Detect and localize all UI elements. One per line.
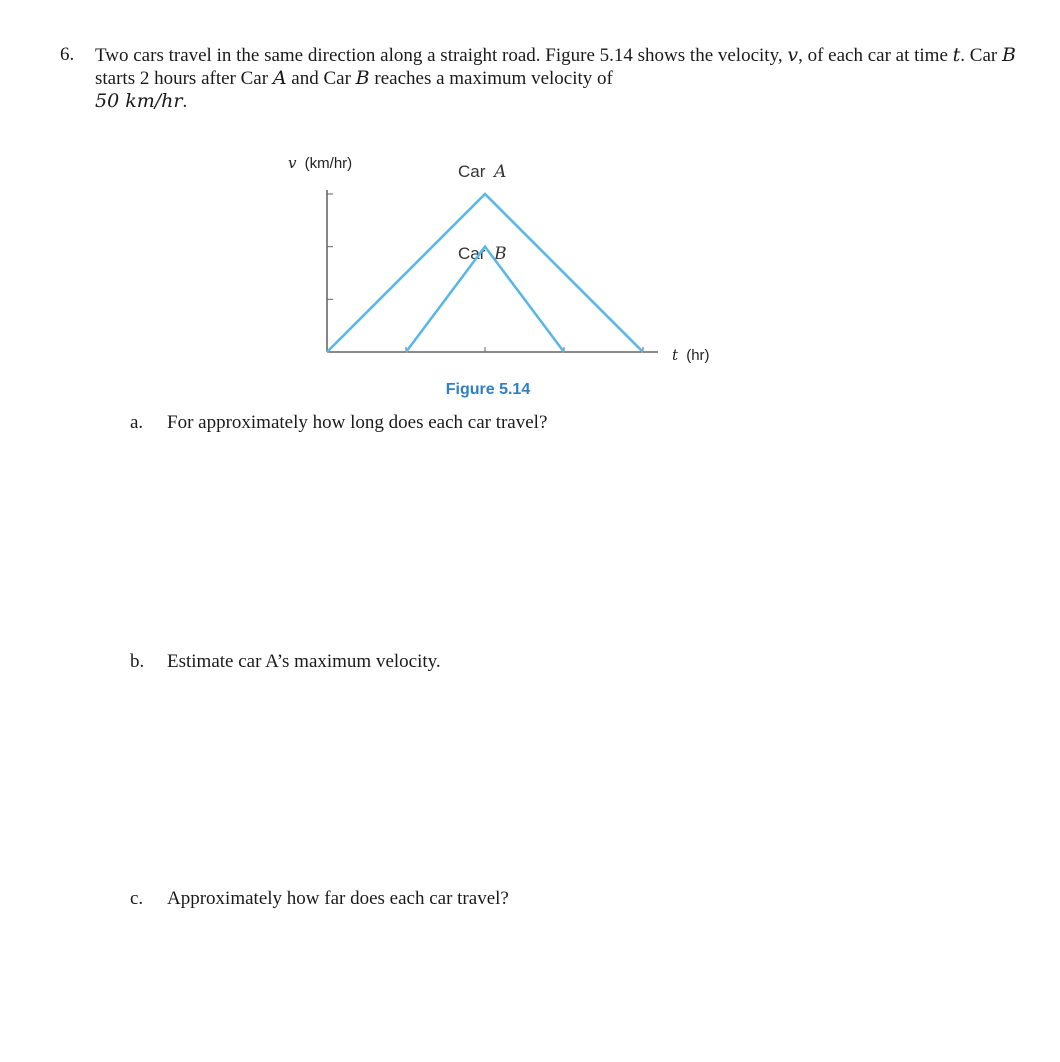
problem-text-2: , of each car at time xyxy=(798,45,953,66)
x-axis-symbol: t xyxy=(672,346,679,364)
problem-number: 6. xyxy=(60,44,75,65)
car-a-label-prefix: Car xyxy=(458,162,486,181)
question-a-text: For approximately how long does each car travel? xyxy=(167,412,548,433)
y-axis-symbol: v xyxy=(288,154,297,172)
problem-text-6: reaches a maximum velocity of xyxy=(369,68,613,89)
figure-caption: Figure 5.14 xyxy=(445,381,531,398)
velocity-symbol: v xyxy=(787,44,799,66)
problem-text-5: and Car xyxy=(286,68,356,89)
y-axis-label xyxy=(288,154,352,172)
problem-statement xyxy=(95,44,1020,113)
question-c-text: Approximately how far does each car travel? xyxy=(167,888,509,909)
x-axis-unit: (hr) xyxy=(686,347,710,364)
problem-text-3: . Car xyxy=(960,45,1002,66)
car-a-label-symbol: A xyxy=(494,162,507,182)
problem-text-7: . xyxy=(182,91,188,112)
car-b-label-prefix: Car xyxy=(458,244,486,263)
y-axis-unit: (km/hr) xyxy=(304,155,353,172)
car-a-label xyxy=(458,162,506,182)
car-b-symbol: B xyxy=(1001,44,1016,66)
question-c-label: c. xyxy=(130,888,144,909)
question-b-label: b. xyxy=(130,651,145,672)
question-c xyxy=(130,888,509,910)
question-b-text: Estimate car A’s maximum velocity. xyxy=(167,651,441,672)
question-a xyxy=(130,412,547,434)
car-b-label xyxy=(458,244,507,264)
problem-text-1: Two cars travel in the same direction along a straight road. Figure 5.14 shows the velocity, xyxy=(95,45,788,66)
problem-6 xyxy=(60,44,1020,113)
figure-5-14 xyxy=(270,140,750,410)
time-symbol: t xyxy=(952,44,961,66)
car-a-velocity-line xyxy=(327,194,643,352)
car-b-label-symbol: B xyxy=(494,244,507,264)
question-b xyxy=(130,651,441,673)
problem-text-4: starts 2 hours after Car xyxy=(95,68,273,89)
car-b-symbol-2: B xyxy=(355,67,370,89)
car-a-symbol: A xyxy=(272,67,287,89)
max-velocity-value: 50 km/hr xyxy=(95,90,183,112)
x-axis-label xyxy=(672,346,710,364)
velocity-chart xyxy=(270,140,750,410)
question-a-label: a. xyxy=(130,412,144,433)
